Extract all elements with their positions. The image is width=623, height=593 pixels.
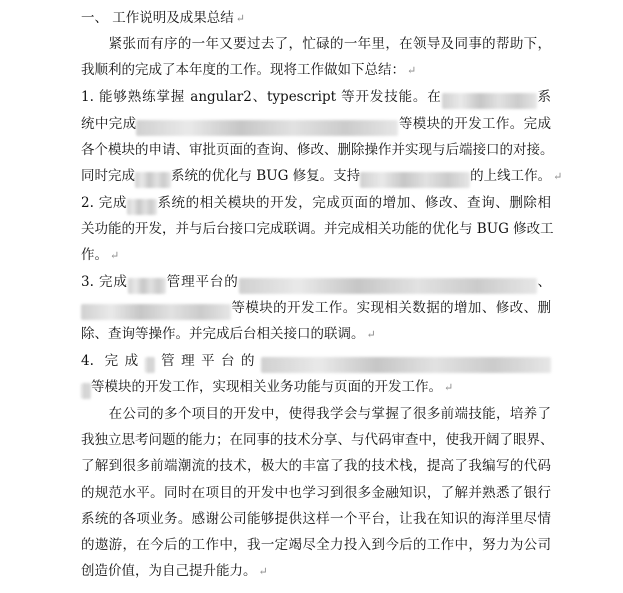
line-text: 管理平台的 <box>154 353 262 369</box>
text-line <box>81 191 551 215</box>
text-line <box>81 481 551 505</box>
line-text: 的上线工作。 <box>470 168 552 184</box>
text-line <box>81 243 551 267</box>
paragraph-mark: ↵ <box>366 328 376 341</box>
paragraph-mark: ↵ <box>110 249 120 262</box>
line-text: 在公司的多个项目的开发中，使得我学会与掌握了很多前端技能，培养了 <box>81 406 551 422</box>
line-text: 的规范水平。同时在项目的开发中也学习到很多金融知识，了解并熟悉了银行 <box>81 485 551 501</box>
line-text: 、 <box>536 274 552 290</box>
redacted-text <box>442 93 537 109</box>
text-line <box>81 322 551 346</box>
line-text: 的遨游，在今后的工作中，我一定竭尽全力投入到今后的工作中，努力为公司 <box>81 537 551 553</box>
text-line <box>81 85 551 109</box>
line-text: 作。 <box>81 247 108 263</box>
line-text: 我独立思考问题的能力；在同事的技术分享、与代码审查中，使我开阔了眼界、 <box>81 432 554 448</box>
redacted-text <box>261 357 551 373</box>
line-text: 管理平台的 <box>165 274 239 290</box>
line-text: 系统的各项业务。感谢公司能够提供这样一个平台，让我在知识的海洋里尽情 <box>81 511 551 527</box>
text-line <box>81 454 551 478</box>
line-text: 关功能的开发，并与后台接口完成联调。并完成相关功能的优化与 BUG 修改工 <box>81 221 554 237</box>
text-line <box>81 533 551 557</box>
redacted-text <box>360 172 470 188</box>
text-line <box>81 217 554 241</box>
text-line <box>81 428 554 452</box>
redacted-text <box>239 278 537 294</box>
paragraph-mark: ↵ <box>553 170 563 183</box>
line-text: 统中完成 <box>81 116 137 132</box>
line-text: 等模块的开发工作。完成 <box>398 116 552 132</box>
paragraph-mark: ↵ <box>407 64 417 77</box>
line-text: 除、查询等操作。并完成后台相关接口的联调。 <box>81 326 365 342</box>
line-text: 了解到很多前端潮流的技术，极大的丰富了我的技术栈，提高了我编写的代码 <box>81 458 551 474</box>
line-text: 4. 完成 <box>81 353 145 369</box>
line-text: 1. 能够熟练掌握 angular2、typescript 等开发技能。在 <box>81 89 442 105</box>
line-text: 我顺利的完成了本年度的工作。现将工作做如下总结： <box>81 62 405 78</box>
line-text: 等模块的开发工作，实现相关业务功能与页面的开发工作。 <box>91 379 442 395</box>
line-text: 同时完成 <box>81 168 135 184</box>
paragraph-mark: ↵ <box>258 565 268 578</box>
text-line <box>81 32 551 56</box>
redacted-text <box>127 199 157 215</box>
text-line <box>81 349 551 373</box>
text-line <box>81 270 551 294</box>
redacted-text <box>135 172 171 188</box>
text-line <box>81 402 551 426</box>
line-text: 系 <box>536 89 551 105</box>
redacted-text <box>145 357 155 373</box>
text-line <box>81 138 554 162</box>
line-text: 创造价值，为自己提升能力。 <box>81 563 257 579</box>
line-text: 紧张而有序的一年又要过去了，忙碌的一年里，在领导及同事的帮助下， <box>81 36 551 52</box>
section-heading <box>81 6 551 30</box>
text-line <box>81 559 551 583</box>
line-text: 2. 完成 <box>81 195 127 211</box>
line-text: 等模块的开发工作。实现相关数据的增加、修改、删 <box>231 300 551 316</box>
redacted-text <box>128 278 166 294</box>
text-line <box>81 296 551 320</box>
text-line <box>81 58 551 82</box>
paragraph-mark: ↵ <box>235 12 246 25</box>
text-line <box>81 507 551 531</box>
text-line <box>81 375 551 399</box>
paragraph-mark: ↵ <box>444 381 454 394</box>
text-line <box>81 112 551 136</box>
text-line <box>81 164 563 188</box>
redacted-text <box>81 304 231 320</box>
line-text: 3. 完成 <box>81 274 128 290</box>
line-text: 各个模块的申请、审批页面的查询、修改、删除操作并实现与后端接口的对接。 <box>81 142 554 158</box>
heading-text: 一、 工作说明及成果总结 <box>81 10 234 26</box>
redacted-text <box>81 383 91 399</box>
redacted-text <box>136 120 398 136</box>
line-text: 系统的相关模块的开发，完成页面的增加、修改、查询、删除相 <box>156 195 552 211</box>
line-text: 系统的优化与 BUG 修复。支持 <box>171 168 361 184</box>
